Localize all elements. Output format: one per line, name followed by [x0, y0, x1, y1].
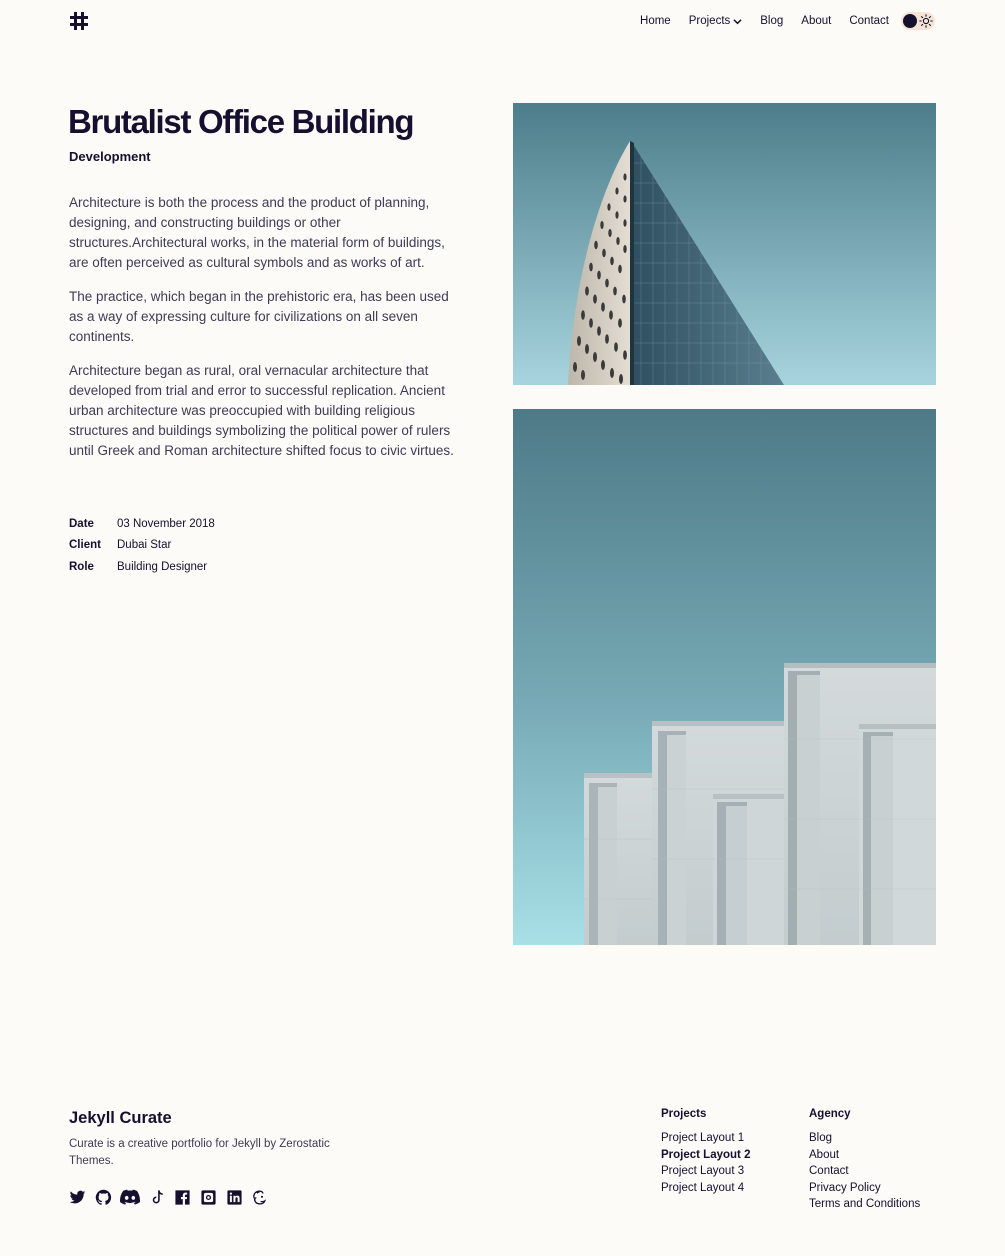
nav-home[interactable] [640, 15, 671, 27]
meta-value: Building Designer [117, 560, 208, 573]
footer-brand[interactable]: Jekyll Curate [69, 1109, 172, 1127]
paragraph: Architecture began as rural, oral vernacular architecture that developed from trial and error to successful replication. Ancient urban architecture was preoccupied with building religious structures and buildings symbolizing the political power of rulers until Greek and Roman architecture shifted focus to civic virtues. [69, 363, 454, 458]
meta-value: Dubai Star [117, 539, 172, 552]
footer-projects-column [661, 1108, 750, 1196]
footer-projects-heading: Projects [661, 1108, 707, 1120]
project-meta [69, 513, 215, 578]
site-header [0, 0, 1005, 42]
twitter-icon[interactable] [69, 1189, 86, 1206]
moon-icon [903, 14, 917, 28]
footer-agency-heading: Agency [809, 1108, 851, 1120]
linkedin-icon[interactable] [226, 1189, 243, 1206]
footer-link-about[interactable]: About [809, 1148, 840, 1161]
paragraph: The practice, which began in the prehistoric era, has been used as a way of expressing culture for civilizations on all seven continents. [69, 289, 449, 344]
footer-link-terms[interactable]: Terms and Conditions [809, 1198, 921, 1211]
nav-contact-label: Contact [849, 15, 889, 27]
nav-projects-label: Projects [688, 15, 731, 27]
page-title: Brutalist Office Building [68, 103, 414, 140]
nav-contact[interactable] [849, 15, 889, 27]
hash-logo-icon[interactable] [69, 11, 89, 31]
chevron-down-icon [733, 17, 742, 26]
nav-projects[interactable] [689, 15, 743, 27]
nav-home-label: Home [640, 15, 671, 27]
main-nav [640, 10, 935, 32]
meta-key: Role [69, 560, 94, 573]
footer-link-project-layout-1[interactable]: Project Layout 1 [661, 1132, 745, 1144]
sun-icon [919, 14, 933, 28]
footer-link-project-layout-4[interactable]: Project Layout 4 [661, 1181, 745, 1194]
nav-about-label: About [801, 15, 832, 27]
meta-value: 03 November 2018 [117, 517, 215, 530]
project-description [69, 193, 459, 475]
tiktok-icon[interactable] [149, 1189, 166, 1206]
facebook-icon[interactable] [174, 1189, 191, 1206]
footer-link-blog[interactable]: Blog [809, 1132, 833, 1144]
nav-about[interactable] [801, 15, 831, 27]
github-icon[interactable] [95, 1189, 112, 1206]
discord-icon[interactable] [120, 1189, 140, 1206]
paragraph: Architecture is both the process and the product of planning, designing, and constructing buildings or other structures.Architectural works, in the material form of buildings, are often perceived as cultural symbols and as works of art. [69, 195, 445, 270]
meta-row-role [69, 556, 215, 578]
footer-link-project-layout-2[interactable]: Project Layout 2 [661, 1148, 751, 1161]
dark-light-toggle[interactable] [901, 12, 935, 30]
project-category: Development [69, 149, 151, 164]
meta-row-client [69, 535, 215, 557]
meta-key: Date [69, 517, 94, 530]
meta-row-date [69, 513, 215, 535]
nav-blog[interactable] [760, 15, 783, 27]
nav-blog-label: Blog [760, 15, 784, 27]
social-links [69, 1189, 277, 1206]
footer-agency-column [809, 1108, 920, 1213]
footer-description: Curate is a creative portfolio for Jekyll by Zerostatic Themes. [69, 1138, 330, 1167]
project-image-tower [513, 103, 936, 385]
project-image-blocks [513, 409, 936, 945]
footer-link-project-layout-3[interactable]: Project Layout 3 [661, 1165, 745, 1178]
instagram-icon[interactable] [200, 1189, 217, 1206]
footer-link-privacy-policy[interactable]: Privacy Policy [809, 1181, 881, 1194]
meta-key: Client [69, 539, 101, 552]
footer-link-contact[interactable]: Contact [809, 1165, 849, 1178]
mailchimp-icon[interactable] [251, 1189, 268, 1206]
